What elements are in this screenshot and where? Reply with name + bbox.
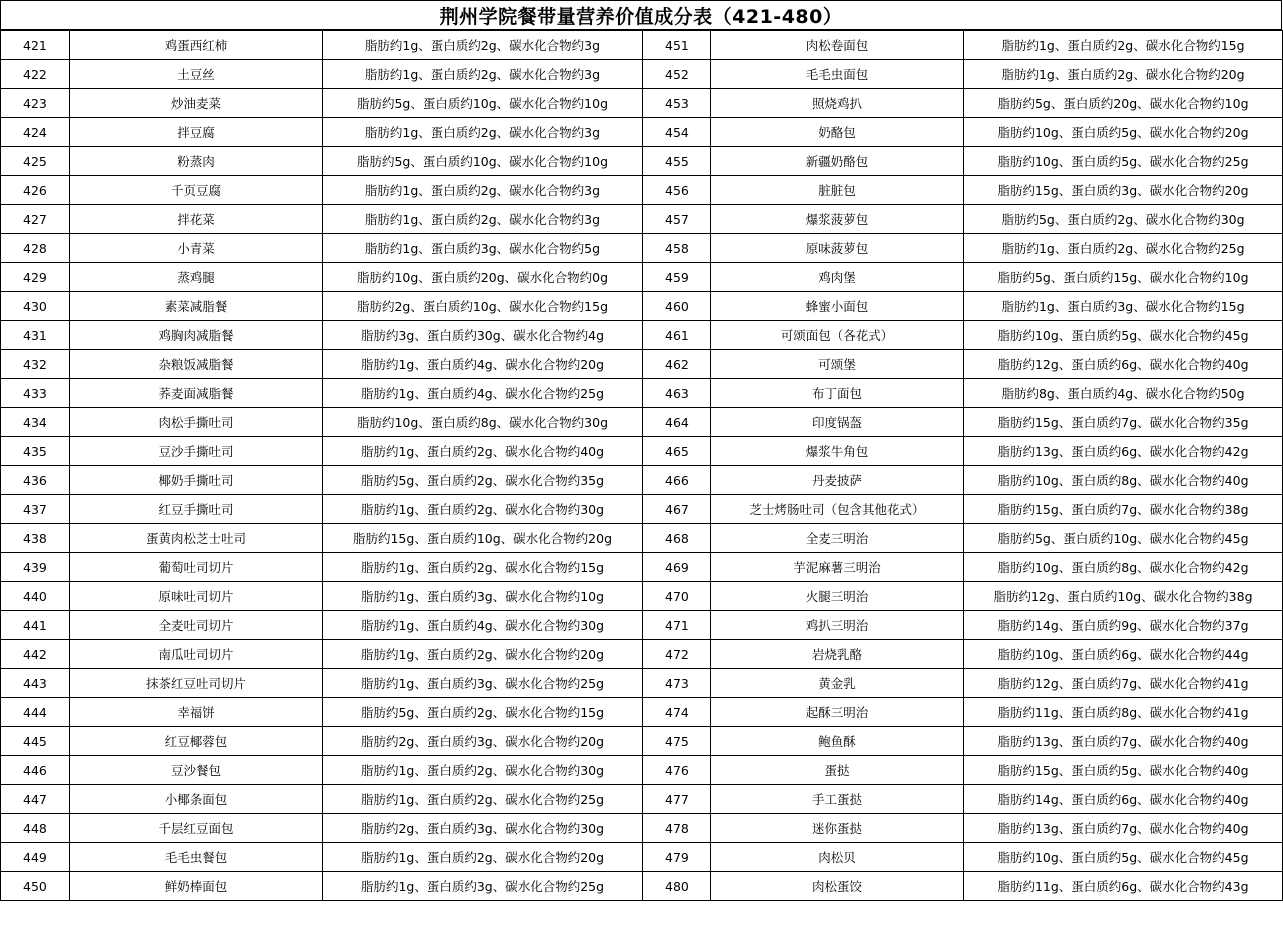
table-row [1, 466, 1283, 495]
nutrition-info-cell[interactable]: 脂肪约10g、蛋白质约20g、碳水化合物约0g [323, 263, 643, 292]
item-number-cell[interactable]: 444 [1, 698, 70, 727]
nutrition-info-cell[interactable]: 脂肪约2g、蛋白质约3g、碳水化合物约30g [323, 814, 643, 843]
dish-name-cell[interactable]: 豆沙餐包 [70, 756, 323, 785]
table-row [1, 118, 1283, 147]
item-number-cell[interactable]: 446 [1, 756, 70, 785]
table-row [1, 234, 1283, 263]
item-number-cell[interactable]: 441 [1, 611, 70, 640]
dish-name-cell[interactable]: 粉蒸肉 [70, 147, 323, 176]
dish-name-cell[interactable]: 迷你蛋挞 [711, 814, 964, 843]
item-number-cell[interactable]: 435 [1, 437, 70, 466]
nutrition-info-cell[interactable]: 脂肪约13g、蛋白质约7g、碳水化合物约40g [964, 814, 1283, 843]
nutrition-info-cell[interactable]: 脂肪约1g、蛋白质约3g、碳水化合物约25g [323, 872, 643, 901]
dish-name-cell[interactable]: 蒸鸡腿 [70, 263, 323, 292]
item-number-cell[interactable]: 433 [1, 379, 70, 408]
nutrition-info-cell[interactable]: 脂肪约1g、蛋白质约4g、碳水化合物约20g [323, 350, 643, 379]
item-number-cell[interactable]: 439 [1, 553, 70, 582]
dish-name-cell[interactable]: 杂粮饭减脂餐 [70, 350, 323, 379]
table-row [1, 843, 1283, 872]
item-number-cell[interactable]: 454 [643, 118, 711, 147]
nutrition-info-cell[interactable]: 脂肪约5g、蛋白质约10g、碳水化合物约45g [964, 524, 1283, 553]
nutrition-info-cell[interactable]: 脂肪约1g、蛋白质约2g、碳水化合物约30g [323, 756, 643, 785]
nutrition-table-body [1, 31, 1283, 901]
dish-name-cell[interactable]: 肉松卷面包 [711, 31, 964, 60]
nutrition-info-cell[interactable]: 脂肪约15g、蛋白质约3g、碳水化合物约20g [964, 176, 1283, 205]
dish-name-cell[interactable]: 鲜奶棒面包 [70, 872, 323, 901]
table-row [1, 292, 1283, 321]
item-number-cell[interactable]: 422 [1, 60, 70, 89]
item-number-cell[interactable]: 437 [1, 495, 70, 524]
dish-name-cell[interactable]: 脏脏包 [711, 176, 964, 205]
dish-name-cell[interactable]: 芋泥麻薯三明治 [711, 553, 964, 582]
dish-name-cell[interactable]: 千层红豆面包 [70, 814, 323, 843]
nutrition-info-cell[interactable]: 脂肪约1g、蛋白质约2g、碳水化合物约20g [964, 60, 1283, 89]
item-number-cell[interactable]: 434 [1, 408, 70, 437]
table-row [1, 31, 1283, 60]
dish-name-cell[interactable]: 鸡扒三明治 [711, 611, 964, 640]
dish-name-cell[interactable]: 布丁面包 [711, 379, 964, 408]
item-number-cell[interactable]: 477 [643, 785, 711, 814]
dish-name-cell[interactable]: 新疆奶酪包 [711, 147, 964, 176]
item-number-cell[interactable]: 476 [643, 756, 711, 785]
dish-name-cell[interactable]: 黄金乳 [711, 669, 964, 698]
item-number-cell[interactable]: 458 [643, 234, 711, 263]
item-number-cell[interactable]: 452 [643, 60, 711, 89]
item-number-cell[interactable]: 428 [1, 234, 70, 263]
item-number-cell[interactable]: 431 [1, 321, 70, 350]
item-number-cell[interactable]: 465 [643, 437, 711, 466]
nutrition-info-cell[interactable]: 脂肪约1g、蛋白质约2g、碳水化合物约15g [964, 31, 1283, 60]
item-number-cell[interactable]: 480 [643, 872, 711, 901]
table-row [1, 524, 1283, 553]
nutrition-info-cell[interactable]: 脂肪约10g、蛋白质约5g、碳水化合物约20g [964, 118, 1283, 147]
dish-name-cell[interactable]: 肉松手撕吐司 [70, 408, 323, 437]
table-row [1, 147, 1283, 176]
nutrition-info-cell[interactable]: 脂肪约5g、蛋白质约2g、碳水化合物约30g [964, 205, 1283, 234]
nutrition-info-cell[interactable]: 脂肪约1g、蛋白质约2g、碳水化合物约25g [323, 785, 643, 814]
item-number-cell[interactable]: 461 [643, 321, 711, 350]
table-row [1, 60, 1283, 89]
dish-name-cell[interactable]: 蛋黄肉松芝士吐司 [70, 524, 323, 553]
item-number-cell[interactable]: 449 [1, 843, 70, 872]
dish-name-cell[interactable]: 岩烧乳酪 [711, 640, 964, 669]
dish-name-cell[interactable]: 拌花菜 [70, 205, 323, 234]
nutrition-info-cell[interactable]: 脂肪约10g、蛋白质约8g、碳水化合物约30g [323, 408, 643, 437]
item-number-cell[interactable]: 425 [1, 147, 70, 176]
nutrition-info-cell[interactable]: 脂肪约10g、蛋白质约5g、碳水化合物约45g [964, 843, 1283, 872]
nutrition-info-cell[interactable]: 脂肪约5g、蛋白质约15g、碳水化合物约10g [964, 263, 1283, 292]
nutrition-info-cell[interactable]: 脂肪约1g、蛋白质约2g、碳水化合物约20g [323, 843, 643, 872]
table-row [1, 321, 1283, 350]
item-number-cell[interactable]: 456 [643, 176, 711, 205]
item-number-cell[interactable]: 442 [1, 640, 70, 669]
nutrition-info-cell[interactable]: 脂肪约5g、蛋白质约20g、碳水化合物约10g [964, 89, 1283, 118]
dish-name-cell[interactable]: 红豆椰蓉包 [70, 727, 323, 756]
nutrition-info-cell[interactable]: 脂肪约1g、蛋白质约4g、碳水化合物约30g [323, 611, 643, 640]
nutrition-info-cell[interactable]: 脂肪约10g、蛋白质约5g、碳水化合物约45g [964, 321, 1283, 350]
table-row [1, 785, 1283, 814]
nutrition-info-cell[interactable]: 脂肪约1g、蛋白质约3g、碳水化合物约25g [323, 669, 643, 698]
item-number-cell[interactable]: 436 [1, 466, 70, 495]
table-row [1, 176, 1283, 205]
nutrition-info-cell[interactable]: 脂肪约1g、蛋白质约2g、碳水化合物约3g [323, 118, 643, 147]
dish-name-cell[interactable]: 奶酪包 [711, 118, 964, 147]
dish-name-cell[interactable]: 原味吐司切片 [70, 582, 323, 611]
nutrition-info-cell[interactable]: 脂肪约1g、蛋白质约2g、碳水化合物约3g [323, 176, 643, 205]
item-number-cell[interactable]: 462 [643, 350, 711, 379]
item-number-cell[interactable]: 471 [643, 611, 711, 640]
dish-name-cell[interactable]: 葡萄吐司切片 [70, 553, 323, 582]
item-number-cell[interactable]: 479 [643, 843, 711, 872]
dish-name-cell[interactable]: 可颂面包（各花式） [711, 321, 964, 350]
item-number-cell[interactable]: 457 [643, 205, 711, 234]
dish-name-cell[interactable]: 起酥三明治 [711, 698, 964, 727]
nutrition-info-cell[interactable]: 脂肪约14g、蛋白质约9g、碳水化合物约37g [964, 611, 1283, 640]
nutrition-info-cell[interactable]: 脂肪约1g、蛋白质约2g、碳水化合物约3g [323, 205, 643, 234]
table-row [1, 205, 1283, 234]
table-row [1, 727, 1283, 756]
table-row [1, 611, 1283, 640]
item-number-cell[interactable]: 466 [643, 466, 711, 495]
item-number-cell[interactable]: 445 [1, 727, 70, 756]
dish-name-cell[interactable]: 爆浆菠萝包 [711, 205, 964, 234]
table-row [1, 582, 1283, 611]
item-number-cell[interactable]: 423 [1, 89, 70, 118]
item-number-cell[interactable]: 438 [1, 524, 70, 553]
nutrition-info-cell[interactable]: 脂肪约10g、蛋白质约8g、碳水化合物约40g [964, 466, 1283, 495]
dish-name-cell[interactable]: 爆浆牛角包 [711, 437, 964, 466]
nutrition-info-cell[interactable]: 脂肪约11g、蛋白质约8g、碳水化合物约41g [964, 698, 1283, 727]
item-number-cell[interactable]: 469 [643, 553, 711, 582]
dish-name-cell[interactable]: 手工蛋挞 [711, 785, 964, 814]
item-number-cell[interactable]: 427 [1, 205, 70, 234]
item-number-cell[interactable]: 432 [1, 350, 70, 379]
dish-name-cell[interactable]: 荞麦面减脂餐 [70, 379, 323, 408]
item-number-cell[interactable]: 459 [643, 263, 711, 292]
table-title: 荆州学院餐带量营养价值成分表（421-480） [0, 0, 1282, 30]
item-number-cell[interactable]: 450 [1, 872, 70, 901]
nutrition-info-cell[interactable]: 脂肪约1g、蛋白质约3g、碳水化合物约15g [964, 292, 1283, 321]
nutrition-info-cell[interactable]: 脂肪约5g、蛋白质约2g、碳水化合物约15g [323, 698, 643, 727]
dish-name-cell[interactable]: 豆沙手撕吐司 [70, 437, 323, 466]
dish-name-cell[interactable]: 土豆丝 [70, 60, 323, 89]
item-number-cell[interactable]: 421 [1, 31, 70, 60]
nutrition-info-cell[interactable]: 脂肪约1g、蛋白质约2g、碳水化合物约15g [323, 553, 643, 582]
dish-name-cell[interactable]: 毛毛虫餐包 [70, 843, 323, 872]
item-number-cell[interactable]: 472 [643, 640, 711, 669]
table-row [1, 89, 1283, 118]
table-row [1, 669, 1283, 698]
dish-name-cell[interactable]: 印度锅盔 [711, 408, 964, 437]
dish-name-cell[interactable]: 照烧鸡扒 [711, 89, 964, 118]
dish-name-cell[interactable]: 可颂堡 [711, 350, 964, 379]
table-row [1, 495, 1283, 524]
nutrition-info-cell[interactable]: 脂肪约5g、蛋白质约2g、碳水化合物约35g [323, 466, 643, 495]
nutrition-table [0, 30, 1283, 901]
dish-name-cell[interactable]: 小椰条面包 [70, 785, 323, 814]
table-row [1, 263, 1283, 292]
item-number-cell[interactable]: 467 [643, 495, 711, 524]
nutrition-info-cell[interactable]: 脂肪约5g、蛋白质约10g、碳水化合物约10g [323, 147, 643, 176]
item-number-cell[interactable]: 440 [1, 582, 70, 611]
dish-name-cell[interactable]: 拌豆腐 [70, 118, 323, 147]
table-row [1, 814, 1283, 843]
dish-name-cell[interactable]: 红豆手撕吐司 [70, 495, 323, 524]
dish-name-cell[interactable]: 蛋挞 [711, 756, 964, 785]
nutrition-info-cell[interactable]: 脂肪约1g、蛋白质约2g、碳水化合物约20g [323, 640, 643, 669]
nutrition-info-cell[interactable]: 脂肪约11g、蛋白质约6g、碳水化合物约43g [964, 872, 1283, 901]
dish-name-cell[interactable]: 鸡蛋西红柿 [70, 31, 323, 60]
nutrition-info-cell[interactable]: 脂肪约1g、蛋白质约2g、碳水化合物约3g [323, 60, 643, 89]
item-number-cell[interactable]: 475 [643, 727, 711, 756]
dish-name-cell[interactable]: 南瓜吐司切片 [70, 640, 323, 669]
dish-name-cell[interactable]: 火腿三明治 [711, 582, 964, 611]
item-number-cell[interactable]: 426 [1, 176, 70, 205]
dish-name-cell[interactable]: 小青菜 [70, 234, 323, 263]
dish-name-cell[interactable]: 鸡肉堡 [711, 263, 964, 292]
nutrition-info-cell[interactable]: 脂肪约15g、蛋白质约5g、碳水化合物约40g [964, 756, 1283, 785]
item-number-cell[interactable]: 453 [643, 89, 711, 118]
item-number-cell[interactable]: 460 [643, 292, 711, 321]
dish-name-cell[interactable]: 素菜减脂餐 [70, 292, 323, 321]
nutrition-info-cell[interactable]: 脂肪约1g、蛋白质约2g、碳水化合物约30g [323, 495, 643, 524]
table-row [1, 553, 1283, 582]
item-number-cell[interactable]: 455 [643, 147, 711, 176]
item-number-cell[interactable]: 468 [643, 524, 711, 553]
dish-name-cell[interactable]: 千页豆腐 [70, 176, 323, 205]
table-row [1, 640, 1283, 669]
dish-name-cell[interactable]: 炒油麦菜 [70, 89, 323, 118]
nutrition-info-cell[interactable]: 脂肪约13g、蛋白质约7g、碳水化合物约40g [964, 727, 1283, 756]
table-row [1, 379, 1283, 408]
nutrition-info-cell[interactable]: 脂肪约15g、蛋白质约7g、碳水化合物约35g [964, 408, 1283, 437]
dish-name-cell[interactable]: 幸福饼 [70, 698, 323, 727]
item-number-cell[interactable]: 474 [643, 698, 711, 727]
nutrition-info-cell[interactable]: 脂肪约1g、蛋白质约3g、碳水化合物约5g [323, 234, 643, 263]
nutrition-info-cell[interactable]: 脂肪约1g、蛋白质约2g、碳水化合物约40g [323, 437, 643, 466]
dish-name-cell[interactable]: 鲍鱼酥 [711, 727, 964, 756]
nutrition-info-cell[interactable]: 脂肪约1g、蛋白质约2g、碳水化合物约25g [964, 234, 1283, 263]
dish-name-cell[interactable]: 毛毛虫面包 [711, 60, 964, 89]
nutrition-info-cell[interactable]: 脂肪约10g、蛋白质约8g、碳水化合物约42g [964, 553, 1283, 582]
nutrition-info-cell[interactable]: 脂肪约10g、蛋白质约5g、碳水化合物约25g [964, 147, 1283, 176]
dish-name-cell[interactable]: 全麦三明治 [711, 524, 964, 553]
item-number-cell[interactable]: 447 [1, 785, 70, 814]
nutrition-info-cell[interactable]: 脂肪约3g、蛋白质约30g、碳水化合物约4g [323, 321, 643, 350]
nutrition-info-cell[interactable]: 脂肪约12g、蛋白质约6g、碳水化合物约40g [964, 350, 1283, 379]
nutrition-info-cell[interactable]: 脂肪约1g、蛋白质约3g、碳水化合物约10g [323, 582, 643, 611]
nutrition-info-cell[interactable]: 脂肪约1g、蛋白质约2g、碳水化合物约3g [323, 31, 643, 60]
dish-name-cell[interactable]: 抹茶红豆吐司切片 [70, 669, 323, 698]
nutrition-info-cell[interactable]: 脂肪约10g、蛋白质约6g、碳水化合物约44g [964, 640, 1283, 669]
dish-name-cell[interactable]: 蜂蜜小面包 [711, 292, 964, 321]
nutrition-info-cell[interactable]: 脂肪约13g、蛋白质约6g、碳水化合物约42g [964, 437, 1283, 466]
nutrition-info-cell[interactable]: 脂肪约5g、蛋白质约10g、碳水化合物约10g [323, 89, 643, 118]
nutrition-info-cell[interactable]: 脂肪约12g、蛋白质约10g、碳水化合物约38g [964, 582, 1283, 611]
table-row [1, 756, 1283, 785]
nutrition-info-cell[interactable]: 脂肪约15g、蛋白质约7g、碳水化合物约38g [964, 495, 1283, 524]
nutrition-info-cell[interactable]: 脂肪约15g、蛋白质约10g、碳水化合物约20g [323, 524, 643, 553]
table-row [1, 437, 1283, 466]
table-row [1, 350, 1283, 379]
nutrition-info-cell[interactable]: 脂肪约12g、蛋白质约7g、碳水化合物约41g [964, 669, 1283, 698]
item-number-cell[interactable]: 443 [1, 669, 70, 698]
nutrition-info-cell[interactable]: 脂肪约8g、蛋白质约4g、碳水化合物约50g [964, 379, 1283, 408]
nutrition-info-cell[interactable]: 脂肪约2g、蛋白质约3g、碳水化合物约20g [323, 727, 643, 756]
nutrition-info-cell[interactable]: 脂肪约14g、蛋白质约6g、碳水化合物约40g [964, 785, 1283, 814]
table-row [1, 408, 1283, 437]
nutrition-info-cell[interactable]: 脂肪约2g、蛋白质约10g、碳水化合物约15g [323, 292, 643, 321]
item-number-cell[interactable]: 429 [1, 263, 70, 292]
dish-name-cell[interactable]: 丹麦披萨 [711, 466, 964, 495]
item-number-cell[interactable]: 424 [1, 118, 70, 147]
nutrition-info-cell[interactable]: 脂肪约1g、蛋白质约4g、碳水化合物约25g [323, 379, 643, 408]
item-number-cell[interactable]: 448 [1, 814, 70, 843]
dish-name-cell[interactable]: 全麦吐司切片 [70, 611, 323, 640]
dish-name-cell[interactable]: 原味菠萝包 [711, 234, 964, 263]
item-number-cell[interactable]: 478 [643, 814, 711, 843]
item-number-cell[interactable]: 463 [643, 379, 711, 408]
item-number-cell[interactable]: 470 [643, 582, 711, 611]
dish-name-cell[interactable]: 肉松蛋饺 [711, 872, 964, 901]
dish-name-cell[interactable]: 椰奶手撕吐司 [70, 466, 323, 495]
item-number-cell[interactable]: 430 [1, 292, 70, 321]
dish-name-cell[interactable]: 鸡胸肉减脂餐 [70, 321, 323, 350]
dish-name-cell[interactable]: 肉松贝 [711, 843, 964, 872]
item-number-cell[interactable]: 451 [643, 31, 711, 60]
table-row [1, 698, 1283, 727]
item-number-cell[interactable]: 473 [643, 669, 711, 698]
table-row [1, 872, 1283, 901]
dish-name-cell[interactable]: 芝士烤肠吐司（包含其他花式） [711, 495, 964, 524]
item-number-cell[interactable]: 464 [643, 408, 711, 437]
